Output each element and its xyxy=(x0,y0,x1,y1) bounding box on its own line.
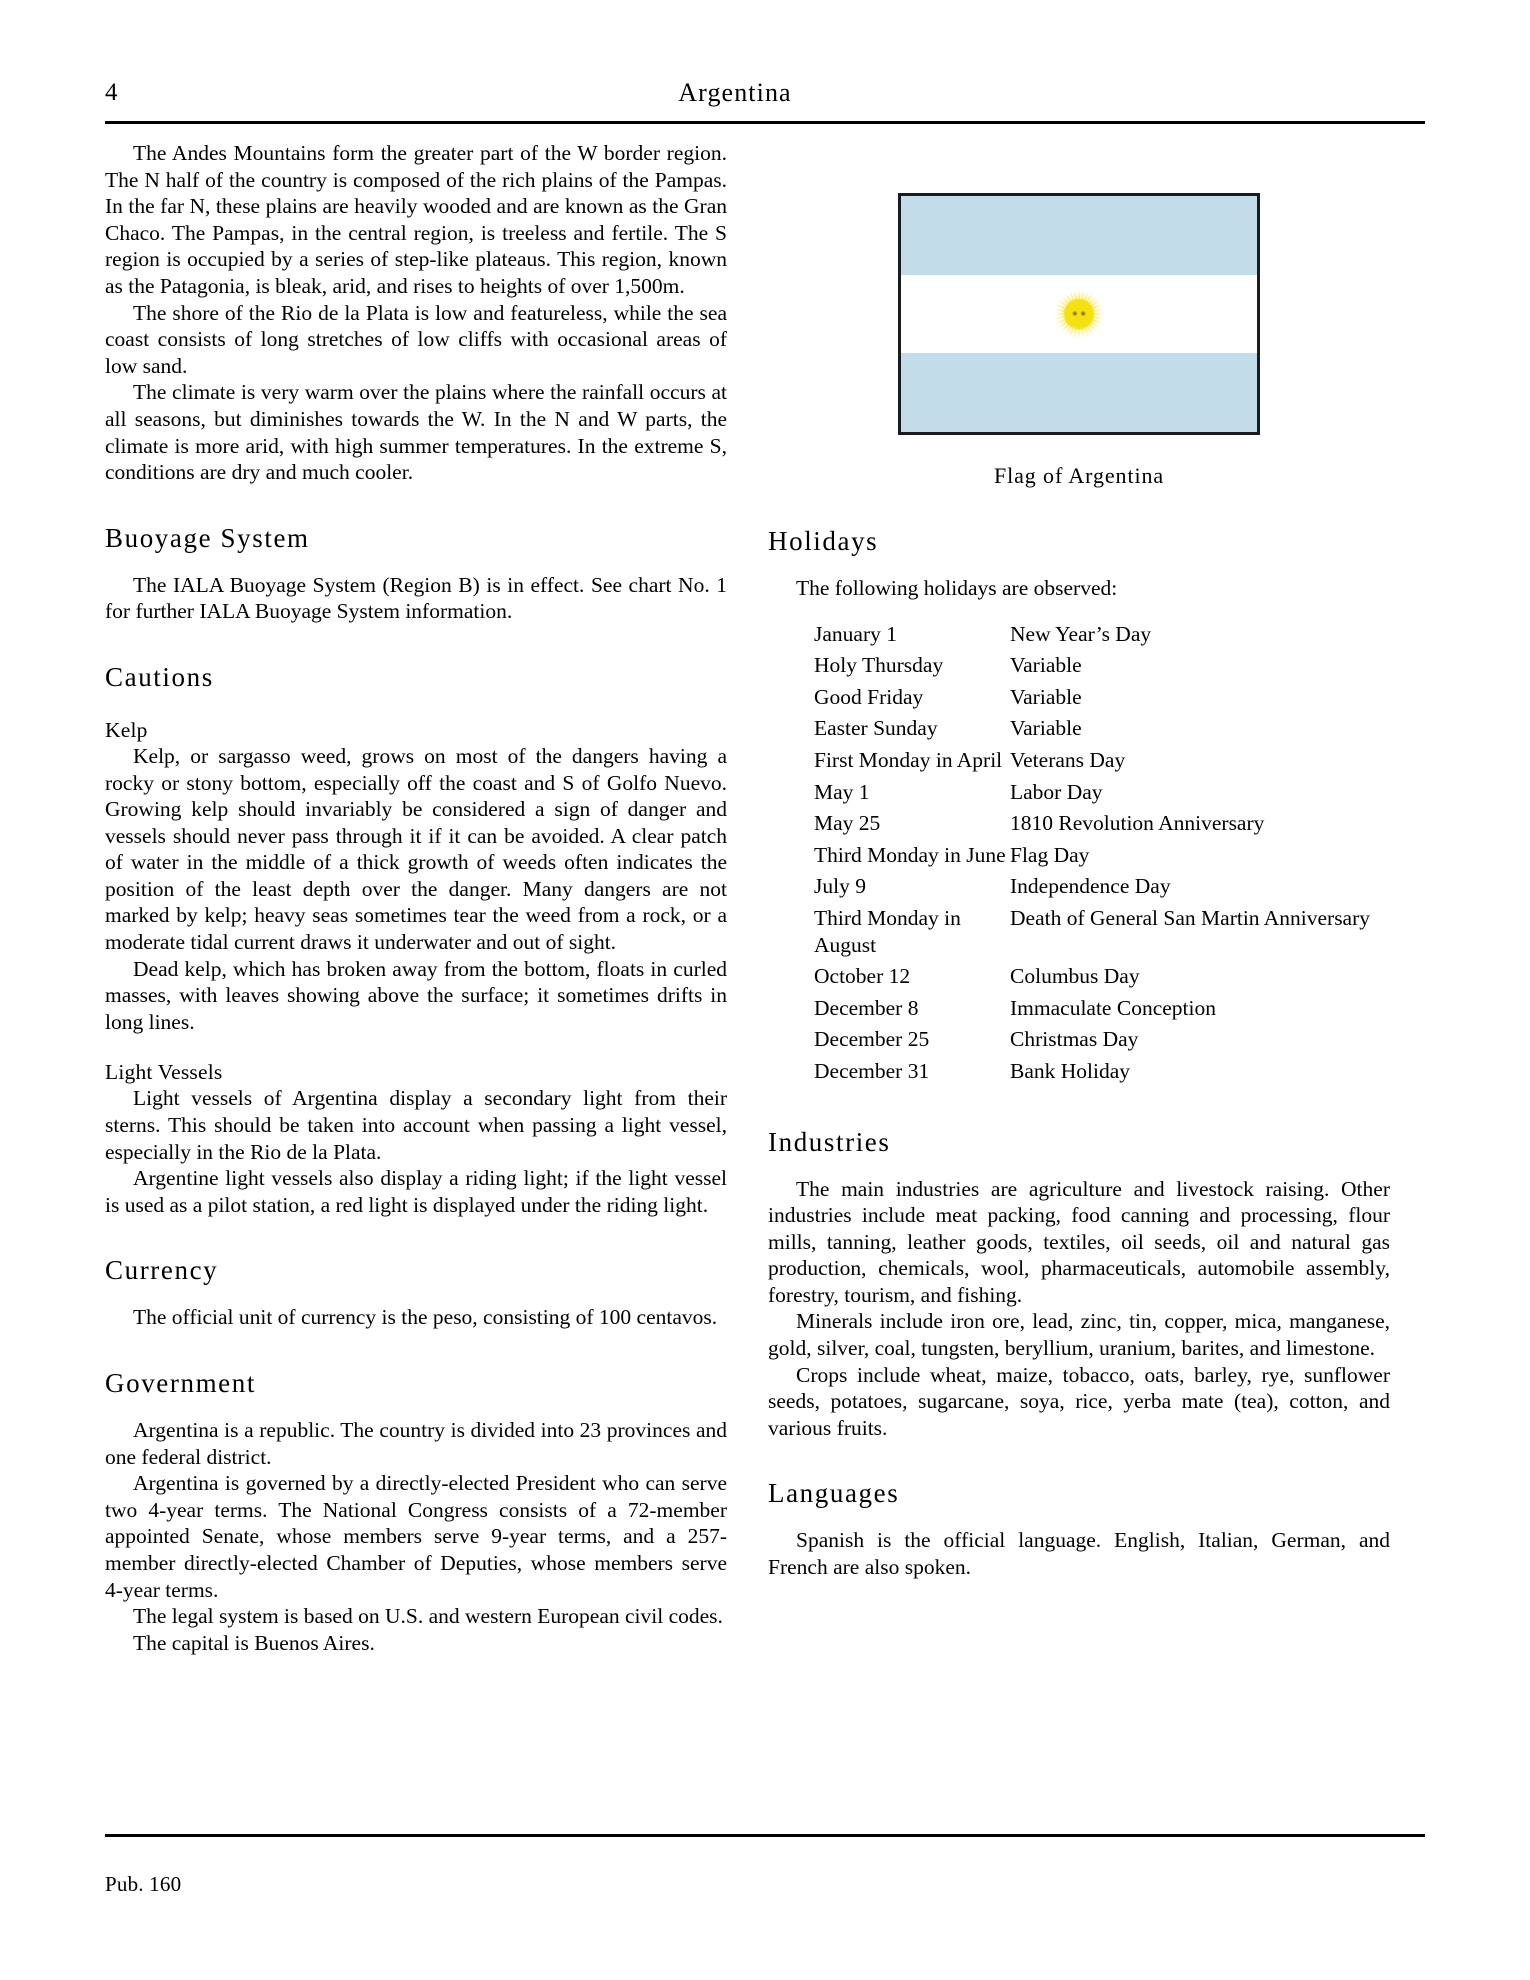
paragraph-government-2: Argentina is governed by a directly-elected President who can serve two 4-year terms. The National Congress consists of a 72-member appointed Senate, whose members serve 9-year terms, and a 257-member directly-elected Chamber of Deputies, whose members serve 4-year terms. xyxy=(105,1471,727,1602)
paragraph-geography-2: The shore of the Rio de la Plata is low and featureless, while the sea coast consists of long stretches of low cliffs with occasional areas of low sand. xyxy=(105,300,727,378)
holiday-date: Holy Thursday xyxy=(814,653,944,678)
holiday-row xyxy=(768,873,1390,905)
holiday-date: First Monday in April xyxy=(814,747,1003,772)
paragraph-government-4: The capital is Buenos Aires. xyxy=(133,1630,375,1655)
holiday-row xyxy=(768,684,1390,716)
holiday-row xyxy=(768,810,1390,842)
heading-industries: Industries xyxy=(768,1126,891,1157)
footer-rule xyxy=(105,1834,1425,1837)
spacer xyxy=(105,1035,727,1059)
holidays-table xyxy=(768,621,1390,1090)
holiday-name: New Year’s Day xyxy=(1010,621,1152,646)
spacer xyxy=(768,489,1390,525)
paragraph-industries-3: Crops include wheat, maize, tobacco, oats, barley, rye, sunflower seeds, potatoes, sugarcane, soya, rice, yerba mate (tea), cotton, and various fruits. xyxy=(768,1362,1390,1440)
holiday-row xyxy=(768,842,1390,874)
holiday-date: Third Monday in August xyxy=(814,905,961,957)
holiday-row xyxy=(768,1058,1390,1090)
heading-government: Government xyxy=(105,1368,256,1398)
holiday-name: Death of General San Martin Anniversary xyxy=(1010,905,1371,930)
holiday-name: Bank Holiday xyxy=(1010,1058,1131,1083)
left-column xyxy=(105,140,727,1656)
spacer xyxy=(105,1399,727,1417)
heading-holidays: Holidays xyxy=(768,526,879,556)
heading-buoyage-system: Buoyage System xyxy=(105,522,310,553)
holiday-date: May 25 xyxy=(814,811,881,836)
holiday-name: Variable xyxy=(1010,684,1082,709)
page-number: 4 xyxy=(105,79,118,106)
paragraph-geography-3: The climate is very warm over the plains where the rainfall occurs at all seasons, but diminishes towards the W. In the N and W parts, the climate is more arid, with high summer temperatures. In the extreme S, conditions are dry and much cooler. xyxy=(105,380,727,485)
paragraph-government-3: The legal system is based on U.S. and western European civil codes. xyxy=(133,1604,723,1629)
subheading-light-vessels: Light Vessels xyxy=(105,1060,223,1085)
holiday-name: 1810 Revolution Anniversary xyxy=(1010,811,1265,836)
header-rule xyxy=(105,121,1425,124)
spacer xyxy=(105,1331,727,1367)
paragraph-industries-2: Minerals include iron ore, lead, zinc, tin, copper, mica, manganese, gold, silver, coal, tungsten, beryllium, uranium, barites, and limestone. xyxy=(768,1309,1390,1361)
holiday-name: Variable xyxy=(1010,716,1082,741)
paragraph-buoyage: The IALA Buoyage System (Region B) is in effect. See chart No. 1 for further IALA Buoyage System information. xyxy=(105,572,727,624)
holiday-name: Immaculate Conception xyxy=(1010,995,1216,1020)
holiday-name: Variable xyxy=(1010,653,1082,678)
figure-flag-of-argentina xyxy=(768,193,1390,489)
holiday-row xyxy=(768,905,1390,963)
spacer xyxy=(105,1218,727,1254)
holiday-row xyxy=(768,621,1390,653)
page-title: Argentina xyxy=(678,78,792,107)
heading-currency: Currency xyxy=(105,1255,219,1286)
paragraph-kelp-1: Kelp, or sargasso weed, grows on most of the dangers having a rocky or stony bottom, especially off the coast and S of Golfo Nuevo. Growing kelp should invariably be considered a sign of danger and vessels should never pass through it if it can be avoided. A clear patch of water in the middle of a thick growth of weeds often indicates the position of the least depth over the danger. Many dangers are not marked by kelp; heavy seas sometimes tear the weed from a rock, or a moderate tidal current draws it underwater and out of sight. xyxy=(105,743,727,955)
heading-cautions: Cautions xyxy=(105,661,214,692)
figure-caption: Flag of Argentina xyxy=(993,463,1165,488)
holiday-row xyxy=(768,747,1390,779)
spacer xyxy=(105,693,727,717)
holiday-date: December 31 xyxy=(814,1058,930,1083)
subheading-kelp: Kelp xyxy=(105,717,148,742)
holiday-row xyxy=(768,1026,1390,1058)
flag-image xyxy=(898,193,1260,435)
footer-publication: Pub. 160 xyxy=(105,1872,182,1896)
holiday-row xyxy=(768,963,1390,995)
holiday-date: Easter Sunday xyxy=(814,716,938,741)
holiday-date: October 12 xyxy=(814,964,911,989)
spacer xyxy=(105,486,727,522)
holiday-row xyxy=(768,779,1390,811)
holiday-date: December 8 xyxy=(814,995,919,1020)
holiday-name: Columbus Day xyxy=(1010,964,1140,989)
paragraph-light-vessels-1: Light vessels of Argentina display a secondary light from their sterns. This should be taken into account when passing a light vessel, especially in the Rio de la Plata. xyxy=(105,1086,727,1164)
holiday-date: July 9 xyxy=(814,874,866,899)
spacer xyxy=(768,1158,1390,1176)
spacer xyxy=(768,1090,1390,1126)
holiday-row xyxy=(768,652,1390,684)
paragraph-geography-1: The Andes Mountains form the greater part of the W border region. The N half of the country is composed of the rich plains of the Pampas. In the far N, these plains are heavily wooded and are known as the Gran Chaco. The Pampas, in the central region, is treeless and fertile. The S region is occupied by a series of step-like plateaus. This region, known as the Patagonia, is bleak, arid, and rises to heights of over 1,500m. xyxy=(105,141,727,298)
spacer xyxy=(105,554,727,572)
paragraph-kelp-2: Dead kelp, which has broken away from the bottom, floats in curled masses, with leaves showing above the surface; it sometimes drifts in long lines. xyxy=(105,956,727,1034)
spacer xyxy=(105,1286,727,1304)
spacer xyxy=(105,625,727,661)
holiday-date: May 1 xyxy=(814,779,870,804)
sun-of-may-icon xyxy=(1053,288,1105,340)
paragraph-holidays-intro: The following holidays are observed: xyxy=(796,576,1118,600)
flag-band-bottom xyxy=(901,353,1257,432)
holiday-date: January 1 xyxy=(814,621,897,646)
heading-languages: Languages xyxy=(768,1478,900,1509)
spacer xyxy=(768,1441,1390,1477)
paragraph-languages: Spanish is the official language. English, Italian, German, and French are also spoken. xyxy=(768,1528,1390,1580)
spacer xyxy=(768,602,1390,621)
holiday-row xyxy=(768,995,1390,1027)
holiday-date: Third Monday in June xyxy=(814,842,1006,867)
holiday-name: Christmas Day xyxy=(1010,1027,1139,1052)
running-head xyxy=(105,78,1425,112)
paragraph-industries-1: The main industries are agriculture and livestock raising. Other industries include meat packing, food canning and processing, flour mills, tanning, leather goods, textiles, oil seeds, oil and natural gas production, chemicals, wool, pharmaceuticals, automobile assembly, forestry, tourism, and fishing. xyxy=(768,1176,1390,1307)
spacer xyxy=(768,1509,1390,1527)
holiday-date: Good Friday xyxy=(814,684,924,709)
holiday-name: Independence Day xyxy=(1010,874,1171,899)
holiday-name: Veterans Day xyxy=(1010,747,1126,772)
right-column xyxy=(768,140,1390,1581)
paragraph-currency: The official unit of currency is the peso, consisting of 100 centavos. xyxy=(133,1305,718,1330)
holiday-row xyxy=(768,715,1390,747)
flag-band-top xyxy=(901,196,1257,275)
holiday-name: Flag Day xyxy=(1010,842,1090,867)
paragraph-light-vessels-2: Argentine light vessels also display a riding light; if the light vessel is used as a pilot station, a red light is displayed under the riding light. xyxy=(105,1166,727,1217)
holiday-date: December 25 xyxy=(814,1027,930,1052)
holiday-name: Labor Day xyxy=(1010,779,1103,804)
spacer xyxy=(768,557,1390,575)
paragraph-government-1: Argentina is a republic. The country is divided into 23 provinces and one federal district. xyxy=(105,1418,727,1469)
